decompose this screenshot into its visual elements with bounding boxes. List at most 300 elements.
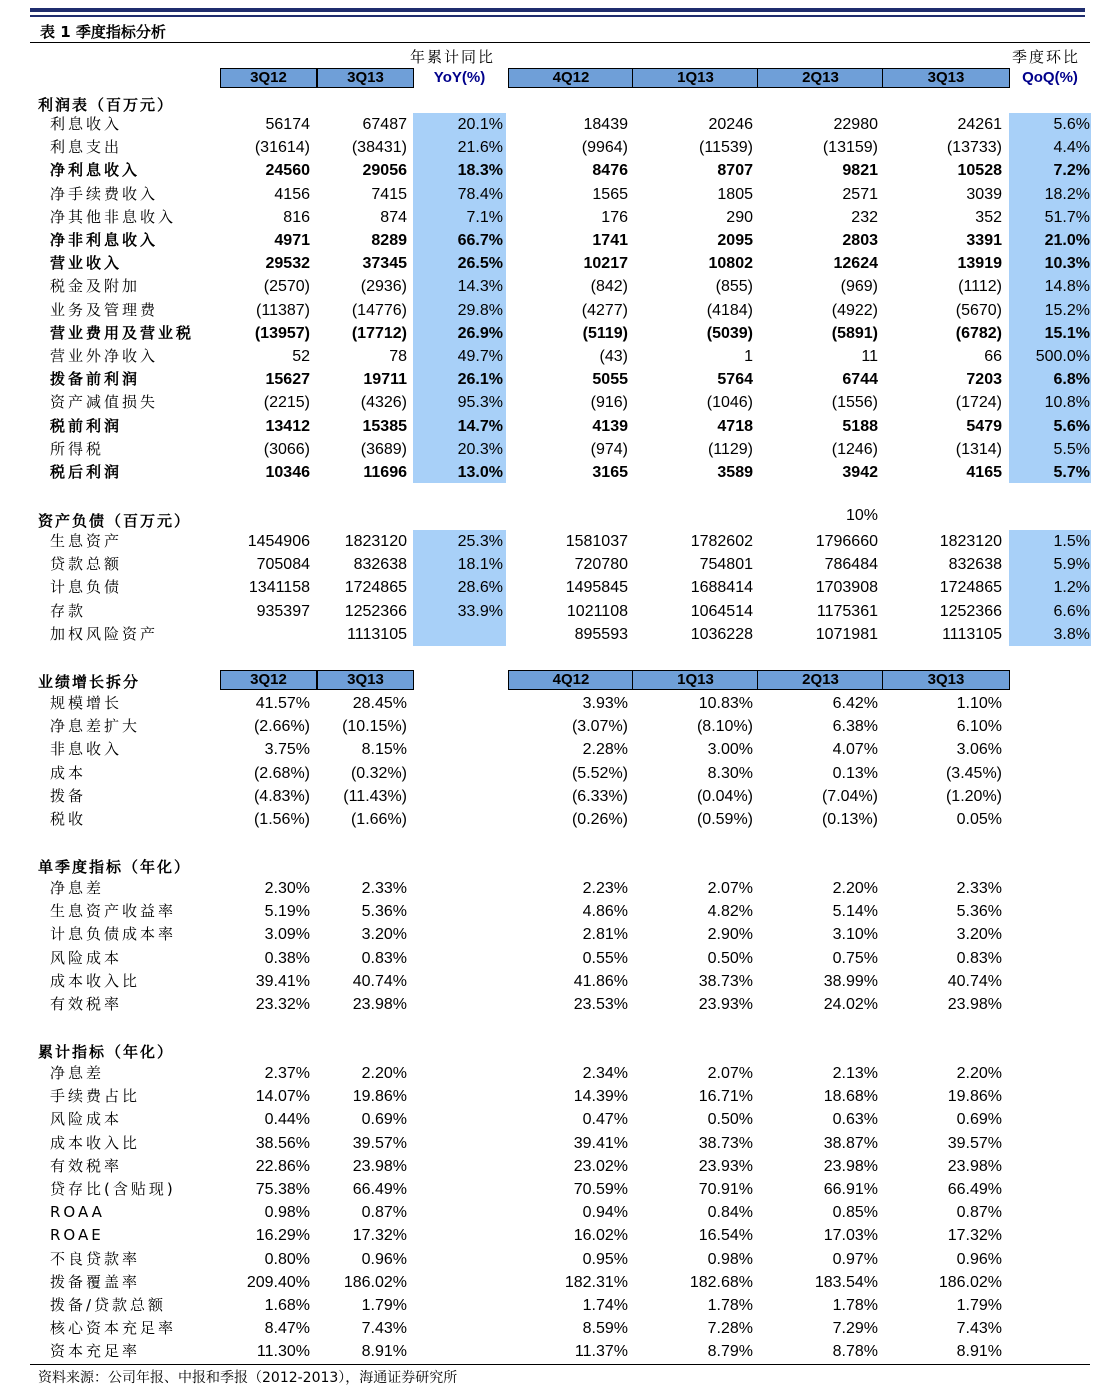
row-label: 成本 — [50, 763, 87, 782]
row-label: 生息资产 — [50, 532, 123, 550]
cell-value: 4165 — [966, 464, 1002, 481]
table-row — [0, 183, 1120, 206]
row-label: 利息收入 — [50, 115, 123, 133]
cell-value: (13957) — [254, 324, 310, 342]
cell-value: 4.4% — [1053, 139, 1090, 157]
cell-value: 11696 — [363, 464, 407, 481]
table-row — [0, 1201, 1120, 1224]
column-header: 1Q13 — [632, 68, 759, 88]
cell-value: 4718 — [717, 417, 753, 435]
cell-value: 8.30% — [707, 764, 753, 782]
cell-value: 0.84% — [707, 1204, 753, 1222]
cell-value: (1.56%) — [253, 811, 310, 828]
cell-value: (855) — [715, 278, 753, 296]
cell-value: 0.83% — [956, 949, 1002, 967]
cell-value: (4922) — [831, 301, 878, 319]
cell-value: 1341158 — [248, 579, 310, 597]
cell-value: 6744 — [842, 371, 878, 389]
table-row — [0, 877, 1120, 900]
cell-value: (1112) — [958, 278, 1002, 296]
cell-value: 4.07% — [832, 741, 878, 759]
cell-value: 1796660 — [815, 533, 878, 550]
cell-value: (2936) — [360, 278, 407, 296]
cell-value: 1113105 — [347, 625, 407, 643]
cell-value: 66 — [984, 348, 1002, 365]
row-label: 规模增长 — [50, 694, 123, 712]
cell-value: 1724865 — [344, 579, 407, 597]
row-label: 营业外净收入 — [50, 347, 159, 365]
table-row — [0, 1062, 1120, 1085]
cell-value: 182.31% — [564, 1273, 628, 1291]
cell-value: 0.97% — [832, 1250, 878, 1268]
cell-value: 10.8% — [1044, 394, 1090, 412]
table-row — [0, 1294, 1120, 1317]
row-label: 税收 — [50, 810, 87, 828]
table-row — [0, 947, 1120, 970]
cell-value: 40.74% — [947, 972, 1002, 990]
cell-value: 52 — [292, 348, 310, 365]
note-value: 10% — [845, 507, 878, 524]
cell-value: 33.9% — [457, 602, 503, 620]
title-underline — [30, 42, 1090, 43]
table-row — [0, 345, 1120, 368]
cell-value: (7.04%) — [821, 787, 878, 805]
cell-value: 1064514 — [690, 602, 753, 620]
column-header: 3Q12 — [220, 68, 317, 88]
cell-value: 0.47% — [582, 1111, 628, 1129]
cell-value: 5.5% — [1053, 440, 1090, 458]
cell-value: 0.75% — [832, 949, 878, 967]
cell-value: 38.73% — [698, 972, 753, 990]
cell-value: 2095 — [717, 232, 753, 249]
cell-value: 0.50% — [707, 949, 753, 967]
cell-value: 816 — [283, 208, 310, 226]
cell-value: 1252366 — [939, 602, 1002, 620]
table-row — [0, 1178, 1120, 1201]
cell-value: 28.45% — [352, 695, 407, 712]
table-row — [0, 900, 1120, 923]
cell-value: (1129) — [707, 440, 753, 458]
cell-value: 5479 — [966, 417, 1002, 435]
cell-value: 7.29% — [832, 1320, 878, 1338]
cell-value: 5.9% — [1053, 556, 1090, 574]
cell-value: 8289 — [371, 232, 407, 249]
cell-value: 66.49% — [947, 1181, 1002, 1198]
cell-value: 3.75% — [264, 741, 310, 759]
cell-value: 19711 — [363, 371, 407, 389]
cell-value: 20246 — [708, 116, 753, 133]
table-row — [0, 1317, 1120, 1340]
cell-value: 3.06% — [956, 741, 1002, 759]
cell-value: (6.33%) — [571, 787, 628, 805]
cell-value: 11.37% — [574, 1343, 628, 1361]
cell-value: (5.52%) — [571, 764, 628, 782]
cell-value: 786484 — [824, 556, 878, 574]
cell-value: 5.36% — [956, 903, 1002, 921]
cell-value: 26.1% — [457, 371, 503, 389]
cell-value: 8.91% — [361, 1343, 407, 1361]
cell-value: 1724865 — [939, 579, 1002, 597]
cell-value: 2803 — [842, 232, 878, 249]
cell-value: (5891) — [831, 324, 878, 342]
row-label: 拨备 — [50, 786, 87, 805]
cell-value: 0.38% — [264, 949, 310, 967]
cell-value: 38.87% — [823, 1134, 878, 1152]
cell-value: 500.0% — [1035, 348, 1090, 365]
row-label: 不良贷款率 — [50, 1249, 141, 1268]
header-row-growth — [0, 670, 1120, 690]
row-label: 净息差扩大 — [50, 717, 141, 736]
cell-value: 3.10% — [832, 926, 878, 944]
cell-value: 16.54% — [698, 1227, 753, 1245]
cell-value: 5764 — [717, 371, 753, 389]
cell-value: 1071981 — [815, 625, 878, 643]
cell-value: 6.6% — [1053, 602, 1090, 620]
cell-value: 2.23% — [582, 880, 628, 897]
table-row — [0, 136, 1120, 159]
cell-value: 8.59% — [582, 1320, 628, 1338]
cell-value: 5188 — [842, 417, 878, 435]
cell-value: 22980 — [833, 116, 878, 133]
cell-value: 4971 — [274, 232, 310, 249]
cell-value: 182.68% — [689, 1273, 753, 1291]
cell-value: (3066) — [263, 440, 310, 458]
cell-value: 39.41% — [573, 1134, 628, 1152]
cell-value: 18.1% — [457, 556, 503, 574]
row-label: 拨备前利润 — [50, 370, 141, 389]
cell-value: (2570) — [263, 278, 310, 296]
cell-value: 3942 — [842, 464, 878, 481]
cell-value: 6.10% — [956, 718, 1002, 736]
cell-value: (1.66%) — [350, 811, 407, 828]
table-row — [0, 692, 1120, 715]
cell-value: 832638 — [948, 556, 1002, 574]
cell-value: 832638 — [353, 556, 407, 574]
cell-value: 0.83% — [361, 949, 407, 967]
section-label: 利润表（百万元） — [38, 96, 175, 114]
table-row — [0, 762, 1120, 785]
cell-value: 19.86% — [352, 1088, 407, 1106]
column-header: 1Q13 — [632, 670, 759, 690]
cell-value: 1.74% — [582, 1297, 628, 1314]
cell-value: 0.87% — [361, 1204, 407, 1222]
cell-value: 18.2% — [1044, 185, 1090, 203]
cell-value: 13919 — [957, 255, 1002, 273]
row-label: 营业费用及营业税 — [50, 323, 195, 342]
row-label: ROAE — [50, 1226, 104, 1245]
cell-value: 8.91% — [956, 1343, 1002, 1361]
cell-value: 209.40% — [246, 1273, 310, 1291]
cell-value: 18.3% — [457, 162, 503, 180]
cell-value: 186.02% — [938, 1273, 1002, 1291]
cell-value: 7.2% — [1053, 162, 1090, 180]
cell-value: (13159) — [822, 139, 878, 157]
cell-value: 13412 — [265, 417, 310, 435]
cell-value: 4156 — [274, 185, 310, 203]
cell-value: 2.81% — [582, 926, 628, 944]
cell-value: (38431) — [351, 139, 407, 157]
cell-value: (43) — [599, 348, 628, 365]
cell-value: 1741 — [592, 232, 628, 249]
cell-value: 22.86% — [255, 1157, 310, 1175]
cell-value: 2571 — [842, 185, 878, 203]
column-header: 4Q12 — [508, 670, 634, 690]
top-rule — [30, 8, 1085, 12]
cell-value: 41.86% — [573, 972, 628, 990]
table-row — [0, 275, 1120, 298]
row-label: 资产减值损失 — [50, 393, 159, 412]
cell-value: 6.42% — [832, 695, 878, 712]
cell-value: 232 — [851, 208, 878, 226]
cell-value: 14.3% — [457, 278, 503, 296]
source-note: 资料来源：公司年报、中报和季报（2012-2013），海通证券研究所 — [38, 1370, 458, 1386]
cell-value: (3689) — [360, 440, 407, 458]
cell-value: 0.55% — [582, 949, 628, 967]
cell-value: 3.00% — [707, 741, 753, 759]
cell-value: 8.47% — [264, 1320, 310, 1338]
cell-value: (8.10%) — [696, 718, 753, 736]
cell-value: 18.68% — [823, 1088, 878, 1106]
row-label: 利息支出 — [50, 138, 123, 157]
cell-value: 1036228 — [690, 625, 753, 643]
cell-value: 23.98% — [947, 996, 1002, 1013]
table-row — [0, 970, 1120, 993]
cell-value: 176 — [601, 208, 628, 226]
cell-value: (1246) — [831, 440, 878, 458]
cell-value: 895593 — [574, 625, 628, 643]
cell-value: 78 — [389, 348, 407, 365]
cell-value: 3039 — [966, 185, 1002, 203]
row-label: 成本收入比 — [50, 971, 141, 990]
cell-value: 66.7% — [457, 232, 503, 249]
row-label: 净利息收入 — [50, 161, 141, 180]
cell-value: 10217 — [583, 255, 628, 273]
cell-value: 186.02% — [343, 1273, 407, 1291]
cell-value: 67487 — [362, 116, 407, 133]
cell-value: 24261 — [957, 116, 1002, 133]
cell-value: (5670) — [955, 301, 1002, 319]
cell-value: (1724) — [955, 394, 1002, 412]
cell-value: 2.20% — [956, 1065, 1002, 1082]
cell-value: 23.32% — [255, 996, 310, 1013]
cell-value: 1.10% — [956, 695, 1002, 712]
bottom-rule — [30, 1364, 1090, 1365]
row-label: 贷款总额 — [50, 555, 123, 574]
section-label: 资产负债（百万元） — [38, 512, 192, 530]
cell-value: (1046) — [706, 394, 753, 412]
cell-value: (6782) — [955, 324, 1002, 342]
yoy-group-label: 年累计同比 — [410, 48, 496, 66]
cell-value: 0.50% — [707, 1111, 753, 1129]
table-row — [0, 1108, 1120, 1131]
cell-value: (13733) — [946, 139, 1002, 157]
row-label: 营业收入 — [50, 254, 123, 273]
cell-value: (2215) — [263, 394, 310, 412]
cell-value: 5.6% — [1053, 417, 1090, 435]
cell-value: 38.73% — [698, 1134, 753, 1152]
table-row — [0, 1132, 1120, 1155]
cell-value: 49.7% — [457, 348, 503, 365]
cell-value: 23.93% — [698, 1157, 753, 1175]
cell-value: 3.93% — [582, 695, 628, 712]
cell-value: 5.36% — [361, 903, 407, 921]
cell-value: 1454906 — [247, 533, 310, 550]
cell-value: 70.91% — [698, 1181, 753, 1198]
cell-value: 0.87% — [956, 1204, 1002, 1222]
cell-value: (5039) — [706, 324, 753, 342]
column-header: 2Q13 — [757, 670, 884, 690]
cell-value: 29056 — [362, 162, 407, 180]
cell-value: 1.5% — [1053, 533, 1090, 550]
cell-value: (4184) — [706, 301, 753, 319]
cell-value: 0.44% — [264, 1111, 310, 1129]
row-label: 拨备覆盖率 — [50, 1272, 141, 1291]
cell-value: 720780 — [574, 556, 628, 574]
qoq-group-label: 季度环比 — [1012, 48, 1081, 66]
cell-value: 7203 — [966, 371, 1002, 389]
cell-value: (17712) — [351, 324, 407, 342]
header-row-main — [0, 68, 1120, 88]
cell-value: 10346 — [265, 464, 310, 481]
cell-value: 23.53% — [573, 996, 628, 1013]
cell-value: 26.9% — [457, 324, 503, 342]
table-row — [0, 553, 1120, 576]
row-label: 加权风险资产 — [50, 624, 159, 643]
cell-value: 2.33% — [956, 880, 1002, 897]
cell-value: 1.79% — [361, 1297, 407, 1314]
cell-value: 352 — [975, 208, 1002, 226]
cell-value: 705084 — [256, 556, 310, 574]
cell-value: 70.59% — [573, 1181, 628, 1198]
cell-value: 14.7% — [457, 417, 503, 435]
table-row — [0, 461, 1120, 484]
cell-value: 1805 — [717, 185, 753, 203]
table-row — [0, 1085, 1120, 1108]
table-row — [0, 229, 1120, 252]
cell-value: 8.78% — [832, 1343, 878, 1361]
cell-value: 19.86% — [947, 1088, 1002, 1106]
cell-value: 78.4% — [457, 185, 503, 203]
cell-value: 5055 — [592, 371, 628, 389]
cell-value: 41.57% — [255, 695, 310, 712]
row-label: 有效税率 — [50, 995, 123, 1013]
cell-value: 3.8% — [1053, 625, 1090, 643]
row-label: 所得税 — [50, 439, 105, 458]
table-title: 表 1 季度指标分析 — [40, 23, 166, 41]
table-row — [0, 368, 1120, 391]
column-header: QoQ(%) — [1022, 69, 1078, 86]
row-label: 生息资产收益率 — [50, 902, 177, 921]
cell-value: (11387) — [256, 301, 310, 319]
cell-value: 1782602 — [690, 533, 753, 550]
cell-value: 0.95% — [582, 1250, 628, 1268]
cell-value: (1314) — [955, 440, 1002, 458]
cell-value: 75.38% — [255, 1181, 310, 1198]
row-label: 拨备/贷款总额 — [50, 1296, 167, 1314]
cell-value: 23.98% — [352, 1157, 407, 1175]
cell-value: 1.2% — [1053, 579, 1090, 597]
cell-value: 28.6% — [457, 579, 503, 597]
cell-value: 3589 — [717, 464, 753, 481]
cell-value: 874 — [380, 208, 407, 226]
cell-value: 38.99% — [823, 972, 878, 990]
cell-value: (11.43%) — [343, 787, 407, 805]
table-row — [0, 1155, 1120, 1178]
cell-value: (3.07%) — [571, 718, 628, 736]
cell-value: 21.0% — [1044, 232, 1090, 249]
cell-value: 0.69% — [956, 1111, 1002, 1129]
cell-value: 2.30% — [264, 880, 310, 897]
cell-value: (842) — [590, 278, 628, 296]
top-rule-thin — [30, 15, 1085, 17]
cell-value: 14.39% — [573, 1088, 628, 1106]
cell-value: 17.03% — [823, 1227, 878, 1245]
cell-value: 24.02% — [823, 996, 878, 1013]
table-row — [0, 785, 1120, 808]
cell-value: 26.5% — [457, 255, 503, 273]
cell-value: 4.86% — [582, 903, 628, 921]
row-label: 存款 — [50, 601, 87, 620]
cell-value: 15385 — [362, 417, 407, 435]
cell-value: 4.82% — [707, 903, 753, 921]
table-row — [0, 206, 1120, 229]
row-label: 风险成本 — [50, 1110, 123, 1129]
cell-value: 40.74% — [352, 972, 407, 990]
cell-value: 6.38% — [832, 718, 878, 736]
cell-value: 16.71% — [698, 1088, 753, 1106]
cell-value: 1113105 — [942, 625, 1002, 643]
cell-value: 13.0% — [457, 464, 503, 481]
cell-value: 7.43% — [956, 1320, 1002, 1338]
row-label: 成本收入比 — [50, 1133, 141, 1152]
cell-value: 18439 — [583, 116, 628, 133]
cell-value: (11539) — [699, 139, 753, 157]
cell-value: 1175361 — [816, 602, 878, 620]
cell-value: 39.57% — [352, 1134, 407, 1152]
cell-value: 29532 — [265, 255, 310, 273]
table-row — [0, 530, 1120, 553]
table-row — [0, 252, 1120, 275]
cell-value: 0.96% — [956, 1250, 1002, 1268]
cell-value: (5119) — [582, 324, 628, 342]
cell-value: 0.05% — [956, 811, 1002, 828]
row-label: 贷存比(含贴现) — [50, 1180, 176, 1198]
cell-value: 1581037 — [565, 533, 628, 550]
cell-value: 11.30% — [256, 1343, 310, 1361]
row-label: 业务及管理费 — [50, 300, 159, 319]
cell-value: 12624 — [833, 255, 878, 273]
cell-value: 24560 — [265, 162, 310, 180]
cell-value: 6.8% — [1053, 371, 1090, 389]
cell-value: 25.3% — [457, 533, 503, 550]
cell-value: 3.20% — [361, 926, 407, 944]
cell-value: 4139 — [592, 417, 628, 435]
cell-value: (4277) — [581, 301, 628, 319]
cell-value: 21.6% — [457, 139, 503, 157]
cell-value: 8707 — [717, 162, 753, 180]
cell-value: 1.78% — [832, 1297, 878, 1314]
row-label: 手续费占比 — [50, 1087, 141, 1106]
cell-value: 37345 — [362, 255, 407, 273]
cell-value: 1823120 — [344, 533, 407, 550]
cell-value: (0.26%) — [571, 811, 628, 828]
cell-value: (14776) — [351, 301, 407, 319]
row-label: 非息收入 — [50, 740, 123, 759]
cell-value: (916) — [590, 394, 628, 412]
cell-value: 39.41% — [255, 972, 310, 990]
cell-value: 39.57% — [947, 1134, 1002, 1152]
cell-value: 7.28% — [707, 1320, 753, 1338]
